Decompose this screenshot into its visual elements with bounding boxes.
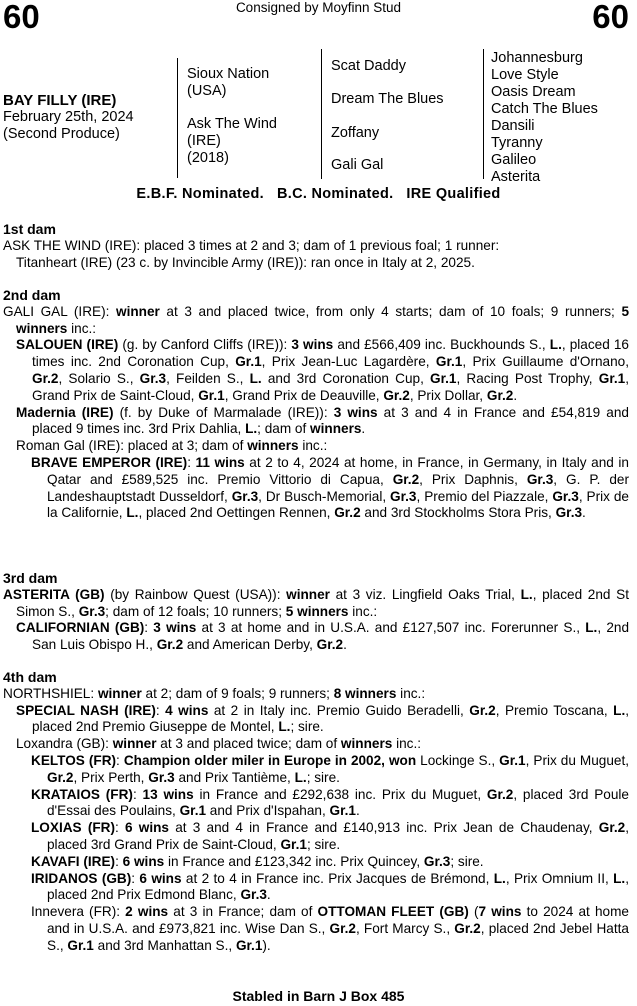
produce-note: (Second Produce)	[3, 126, 120, 142]
great-grandparent: Asterita	[491, 169, 541, 185]
dam-entry: NORTHSHIEL: winner at 2; dam of 9 foals; 9 runners; 8 winners inc.:	[3, 685, 426, 701]
nominations: E.B.F. Nominated. B.C. Nominated. IRE Qualified	[136, 186, 501, 202]
pedigree-divider-3	[483, 49, 484, 179]
grandparent-2: Dream The Blues	[331, 91, 444, 107]
horse-info	[3, 92, 134, 143]
grand-progeny-entry: LOXIAS (FR): 6 wins at 3 and 4 in France and £140,913 inc. Prix Jean de Chaudenay, Gr.2, placed 3rd Grand Prix de Saint-Cloud, Gr.1; sire.	[31, 820, 629, 852]
great-grandparent: Galileo	[491, 152, 537, 168]
progeny-entry: Roman Gal (IRE): placed at 3; dam of winners inc.:	[16, 438, 328, 454]
dam	[187, 116, 277, 167]
lot-number-left: 60	[3, 0, 40, 35]
sire-country: (USA)	[187, 83, 227, 99]
stabling-info: Stabled in Barn J Box 485	[232, 988, 405, 1004]
grandparent-4: Gali Gal	[331, 157, 384, 173]
great-grandparent: Love Style	[491, 67, 559, 83]
great-grandparent: Dansili	[491, 118, 535, 134]
foaled-date: February 25th, 2024	[3, 109, 134, 125]
fourth-dam-section	[3, 669, 629, 955]
lot-number-right: 60	[592, 0, 629, 35]
third-dam-section	[3, 570, 629, 654]
grandparent-3: Zoffany	[331, 125, 380, 141]
sire-name: Sioux Nation	[187, 66, 270, 82]
great-grandparents	[491, 50, 598, 186]
great-grandparent: Oasis Dream	[491, 84, 576, 100]
progeny-entry: CALIFORNIAN (GB): 3 wins at 3 at home and in U.S.A. and £127,507 inc. Forerunner S., L., 2nd San Luis Obispo H., Gr.2 and American Derby, Gr.2.	[16, 620, 630, 653]
great-grandparent: Catch The Blues	[491, 101, 598, 117]
horse-name: BAY FILLY (IRE)	[3, 92, 117, 109]
runner-entry: Titanheart (IRE) (23 c. by Invincible Army (IRE)): ran once in Italy at 2, 2025.	[16, 254, 475, 270]
progeny-entry: SALOUEN (IRE) (g. by Canford Cliffs (IRE)): 3 wins and £566,409 inc. Buckhounds S., L., placed 16 times inc. 2nd Coronation Cup, Gr.1, Prix Jean-Luc Lagardère, Gr.1, Prix Guillaume d'Ornano, Gr.2, Solario S., Gr.3, Feilden S., L. and 3rd Coronation Cup, Gr.1, Racing Post Trophy, Gr.1, Grand Prix de Saint-Cloud, Gr.1, Grand Prix de Deauville, Gr.2, Prix Dollar, Gr.2.	[16, 337, 629, 403]
grandparent-1: Scat Daddy	[331, 58, 406, 74]
dam-entry: GALI GAL (IRE): winner at 3 and placed twice, from only 4 starts; dam of 10 foals; 9 runners; 5 winners inc.:	[3, 303, 629, 336]
progeny-entry: Loxandra (GB): winner at 3 and placed twice; dam of winners inc.:	[16, 736, 422, 752]
grand-progeny-entry: KRATAIOS (FR): 13 wins in France and £292,638 inc. Prix du Muguet, Gr.2, placed 3rd Poule d'Essai des Poulains, Gr.1 and Prix d'Ispahan, Gr.1.	[31, 786, 629, 819]
grand-progeny-entry: KELTOS (FR): Champion older miler in Europe in 2002, won Lockinge S., Gr.1, Prix du Muguet, Gr.2, Prix Perth, Gr.3 and Prix Tantième, L.; sire.	[31, 752, 630, 785]
pedigree-divider-1	[177, 58, 178, 178]
dam-year: (2018)	[187, 150, 229, 166]
progeny-entry: SPECIAL NASH (IRE): 4 wins at 2 in Italy inc. Premio Guido Beradelli, Gr.2, Premio Toscana, L., placed 2nd Premio Giuseppe de Montel, L.; sire.	[16, 702, 630, 735]
grand-progeny-entry: BRAVE EMPEROR (IRE): 11 wins at 2 to 4, 2024 at home, in France, in Germany, in Italy and in Qatar and £589,525 inc. Premio Vittorio di Capua, Gr.2, Prix Daphnis, Gr.3, G. P. der Landeshauptstadt Dusseldorf, Gr.3, Dr Busch-Memorial, Gr.3, Premio del Piazzale, Gr.3, Prix de la Californie, L., placed 2nd Oettingen Rennen, Gr.2 and 3rd Stockholms Stora Pris, Gr.3.	[31, 454, 630, 521]
section-heading: 1st dam	[3, 221, 56, 237]
dam-country: (IRE)	[187, 133, 221, 149]
section-heading: 4th dam	[3, 669, 57, 685]
section-heading: 3rd dam	[3, 570, 58, 586]
grand-progeny-entry: Innevera (FR): 2 wins at 3 in France; dam of OTTOMAN FLEET (GB) (7 wins to 2024 at home and in U.S.A. and £973,821 inc. Wise Dan S., Gr.2, Fort Marcy S., Gr.2, placed 2nd Jebel Hatta S., Gr.1 and 3rd Manhattan S., Gr.1).	[31, 904, 629, 953]
dam-entry: ASTERITA (GB) (by Rainbow Quest (USA)): winner at 3 viz. Lingfield Oaks Trial, L., placed 2nd St Simon S., Gr.3; dam of 12 foals; 10 runners; 5 winners inc.:	[3, 586, 629, 619]
first-dam-section	[3, 221, 629, 271]
second-dam-section	[3, 287, 629, 522]
great-grandparent: Johannesburg	[491, 50, 583, 66]
dam-name: Ask The Wind	[187, 116, 277, 132]
sire	[187, 66, 269, 100]
pedigree-divider-2	[321, 49, 322, 179]
section-heading: 2nd dam	[3, 287, 61, 303]
grand-progeny-entry: IRIDANOS (GB): 6 wins at 2 to 4 in France inc. Prix Jacques de Brémond, L., Prix Omnium II, L., placed 2nd Prix Edmond Blanc, Gr.3.	[31, 870, 629, 903]
consigner: Consigned by Moyfinn Stud	[235, 0, 402, 15]
progeny-entry: Madernia (IRE) (f. by Duke of Marmalade (IRE)): 3 wins at 3 and 4 in France and £54,819 and placed 9 times inc. 3rd Prix Dahlia, L.; dam of winners.	[16, 404, 629, 437]
great-grandparent: Tyranny	[491, 135, 543, 151]
grand-progeny-entry: KAVAFI (IRE): 6 wins in France and £123,342 inc. Prix Quincey, Gr.3; sire.	[31, 853, 484, 869]
dam-entry: ASK THE WIND (IRE): placed 3 times at 2 and 3; dam of 1 previous foal; 1 runner:	[3, 237, 500, 253]
